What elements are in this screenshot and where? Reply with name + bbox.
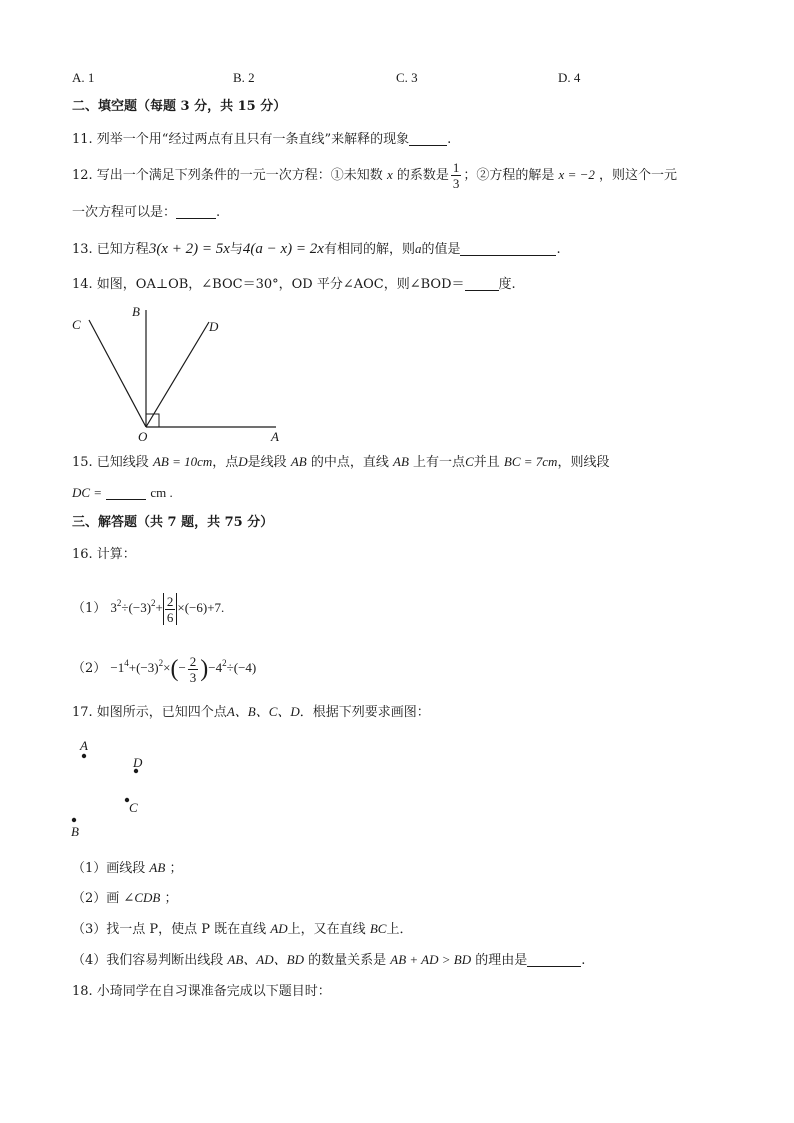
- q13-var: a: [414, 241, 422, 256]
- answer-blank: [176, 204, 216, 219]
- label-o: O: [138, 429, 148, 444]
- q15-mid3: 的中点，直线: [310, 455, 389, 470]
- q17-step3: [72, 920, 412, 939]
- q17s1-end: ；: [169, 861, 183, 876]
- q17-step2: [72, 889, 177, 908]
- q15-bc: BC = 7cm: [503, 454, 558, 469]
- label-d: D: [209, 319, 219, 334]
- q17-step4: [72, 951, 585, 970]
- q13-conj: 与: [229, 242, 243, 257]
- q12-line2: 一次方程可以是：: [72, 205, 177, 220]
- q16p1-c: ×(−6)+7: [177, 600, 222, 615]
- q17s4-label: （4）我们容易判断出线段: [72, 953, 224, 968]
- q17s3-v2: BC: [369, 921, 387, 936]
- q17s1-v: AB: [149, 860, 166, 875]
- ray-oc: [89, 320, 146, 427]
- q15-mid1: ，点: [212, 455, 239, 470]
- option-a: A. 1: [72, 70, 95, 85]
- q14-unit: 度.: [498, 277, 516, 292]
- q17s4-v2: AB + AD > BD: [390, 952, 472, 967]
- q17s4-v1: AB、AD、BD: [227, 952, 304, 967]
- label-d: D: [133, 755, 143, 770]
- point-a: [82, 754, 86, 758]
- point-b: [72, 818, 76, 822]
- question-16-title: 16. 计算：: [72, 547, 136, 562]
- q15-unit: cm .: [150, 485, 173, 500]
- q15-mid4: 上有一点: [413, 455, 466, 470]
- q16p1-label: （1）: [72, 601, 107, 616]
- q17s4-end: .: [581, 953, 586, 968]
- q17s3-end: 上．: [386, 922, 413, 937]
- label-c: C: [72, 317, 81, 332]
- q16p1-den: 6: [166, 609, 174, 625]
- absolute-value: [163, 593, 178, 625]
- q16p2-label: （2）: [72, 661, 107, 676]
- q17-step1: [72, 859, 182, 878]
- question-14: [72, 276, 516, 294]
- option-b: B. 2: [233, 70, 255, 85]
- q17-prefix: 17. 如图所示，已知四个点: [72, 705, 227, 720]
- ray-od: [146, 322, 209, 427]
- label-c: C: [129, 800, 138, 815]
- angle-figure: [68, 300, 298, 450]
- q16p1-plus: +: [155, 600, 163, 615]
- q17s4-mid: 的数量关系是: [308, 953, 387, 968]
- answer-blank: [465, 276, 499, 291]
- question-13: [72, 240, 561, 259]
- q12-var: x: [386, 167, 393, 182]
- answer-blank: [409, 131, 447, 146]
- label-b: B: [132, 304, 140, 319]
- q16p2-num: 2: [189, 653, 197, 669]
- q12-num: 1: [452, 160, 460, 175]
- q15-mid5: 并且: [473, 455, 500, 470]
- question-18: 18. 小琦同学在自习课准备完成以下题目时：: [72, 984, 331, 999]
- q12-solution: x = −2: [558, 167, 595, 182]
- label-a: A: [80, 738, 88, 753]
- question-15: [72, 453, 609, 472]
- q14-text: 14. 如图，OA⊥OB，∠BOC＝30°，OD 平分∠AOC，则∠BOD＝: [72, 277, 465, 292]
- q15-ab2: AB: [290, 454, 307, 469]
- q15-dc: DC =: [72, 485, 103, 500]
- q16p2-a-exp: 4: [124, 658, 129, 668]
- q13-eq2: 4(a − x) = 2x: [242, 241, 324, 257]
- q17s2-end: ；: [164, 891, 178, 906]
- q13-eq1: 3(x + 2) = 5x: [148, 241, 230, 257]
- q15-c: C: [465, 454, 474, 469]
- question-12-line2: [72, 204, 220, 222]
- q13-prefix: 13. 已知方程: [72, 242, 149, 257]
- points-figure: [66, 734, 166, 844]
- q17s3-v1: AD: [270, 921, 288, 936]
- q13-end: .: [556, 242, 561, 257]
- q15-ab: AB = 10cm: [152, 454, 213, 469]
- q12-den: 3: [452, 176, 460, 191]
- q16p2-a: −1: [110, 660, 125, 675]
- answer-blank: [460, 241, 556, 256]
- question-12: [72, 160, 677, 191]
- q17-points: A、B、C、D: [226, 704, 300, 719]
- q16p2-c-exp: 2: [222, 658, 227, 668]
- section-title-fill-blank: 二、填空题（每题 3 分，共 15 分）: [72, 99, 287, 114]
- label-b: B: [71, 824, 79, 839]
- section-title-solve: 三、解答题（共 7 题，共 75 分）: [72, 515, 274, 530]
- q16p2-den: 3: [189, 669, 197, 685]
- q12-fraction: [451, 160, 462, 191]
- q13-tail: 的值是: [421, 242, 461, 257]
- q16p1-b: ÷(−3): [121, 600, 152, 615]
- q12-end: .: [216, 205, 221, 220]
- q16p2-b: +(−3): [128, 660, 159, 675]
- q15-mid2: 是线段: [247, 455, 287, 470]
- q17s1-label: （1）画线段: [72, 861, 146, 876]
- question-11: [72, 131, 451, 149]
- q17s2-label: （2）画: [72, 891, 120, 906]
- q16p1-a-exp: 2: [116, 598, 122, 608]
- q12-mid: 的系数是: [396, 168, 449, 183]
- q15-prefix: 15. 已知线段: [72, 455, 149, 470]
- q11-text: 11. 列举一个用“经过两点有且只有一条直线”来解释的现象: [72, 132, 410, 147]
- q16p1-a: 3: [110, 600, 117, 615]
- question-17: [72, 703, 430, 722]
- q17s3-label: （3）找一点 P，使点 P 既在直线: [72, 922, 267, 937]
- answer-blank: [527, 952, 581, 967]
- q16p1-num: 2: [166, 593, 174, 609]
- q16p2-neg: −: [178, 660, 186, 675]
- q15-ab3: AB: [393, 454, 409, 469]
- q12-sep: ；②方程的解是: [463, 168, 555, 183]
- q12-prefix: 12. 写出一个满足下列条件的一元一次方程：①未知数: [72, 168, 383, 183]
- q16p2-times: ×: [163, 660, 171, 675]
- q11-end: .: [447, 132, 452, 147]
- question-16-part1: [72, 588, 224, 625]
- q17s2-v: ∠CDB: [123, 890, 161, 905]
- q16p2-b-exp: 2: [158, 658, 164, 668]
- label-a: A: [271, 429, 279, 444]
- q16p2-c: −4: [208, 660, 223, 675]
- q15-d: D: [238, 454, 248, 469]
- q16p2-d: ÷(−4): [226, 660, 257, 675]
- q16p1-b-exp: 2: [151, 598, 156, 608]
- question-15-line2: [72, 484, 173, 503]
- answer-blank: [106, 485, 146, 500]
- q12-tail: ，则这个一元: [599, 168, 678, 183]
- q13-mid: 有相同的解，则: [323, 242, 415, 257]
- q15-tail: ，则线段: [557, 455, 610, 470]
- q17s4-tail: 的理由是: [475, 953, 528, 968]
- q17-tail: ．根据下列要求画图：: [299, 705, 430, 720]
- question-16-part2: $(2) -1^4+(-3)^2\times(-$ $\frac{2}{3}$ )$-4^2\div(-4)$: [72, 653, 257, 685]
- q16p1-end: .: [221, 600, 225, 615]
- option-d: D. 4: [558, 70, 581, 85]
- option-c: C. 3: [396, 70, 418, 85]
- q17s3-mid: 上，又在直线: [287, 922, 366, 937]
